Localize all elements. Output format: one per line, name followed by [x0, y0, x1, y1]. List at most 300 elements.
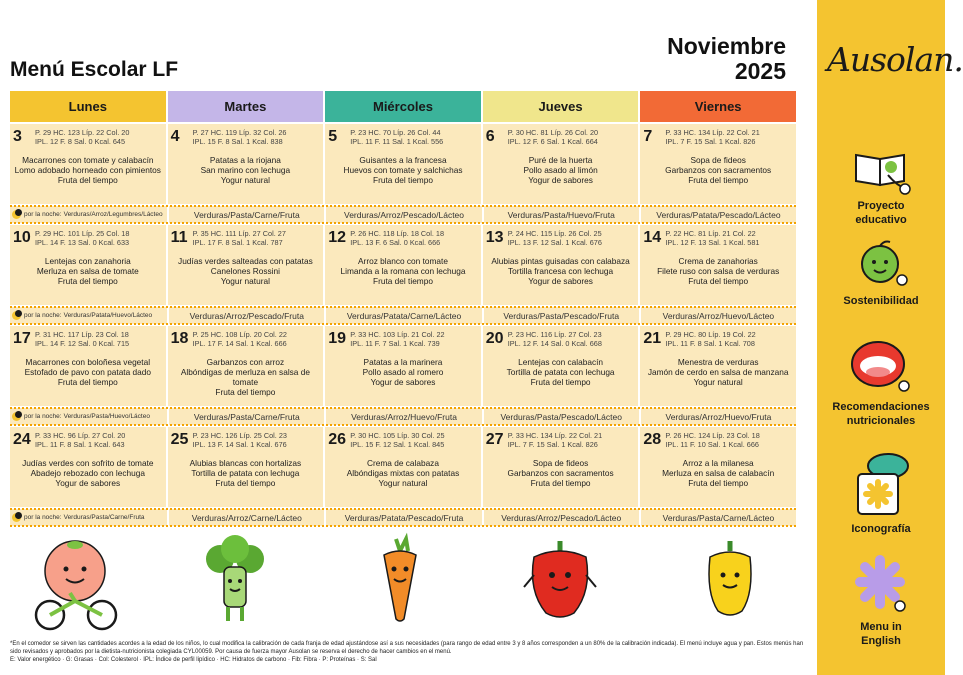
meal-item: Limanda a la romana con lechuga — [340, 266, 466, 276]
weeks-container — [10, 124, 796, 526]
night-prefix: por la noche: — [24, 211, 62, 218]
night-suggestion — [10, 509, 167, 526]
night-text: Verduras/Arroz/Huevo/Lácteo — [662, 310, 775, 321]
meal-item: Yogur de sabores — [528, 175, 593, 185]
night-prefix: por la noche: — [24, 312, 62, 319]
nutrition-line-2: IPL. 17 F. 14 Sal. 1 Kcal. 666 — [192, 339, 287, 348]
meal-item: Yogur de sabores — [370, 377, 436, 387]
nutrition-line-1: P. 23 HC. 126 Líp. 25 Col. 23 — [192, 431, 287, 440]
meal-list — [171, 256, 321, 286]
nutrition-info — [665, 128, 759, 146]
night-suggestion — [10, 307, 167, 324]
night-text: Verduras/Arroz/Huevo/Fruta — [665, 411, 772, 422]
day-row — [10, 326, 796, 406]
day-number: 28 — [643, 431, 662, 448]
night-row — [10, 206, 796, 223]
night-text: Verduras/Pasta/Carne/Lácteo — [662, 512, 775, 523]
broccoli-mascot-icon — [200, 535, 270, 625]
meal-item: Crema de zanahorias — [678, 256, 758, 266]
night-suggestion — [484, 408, 639, 425]
night-prefix: por la noche: — [24, 514, 62, 521]
week-block — [10, 225, 796, 324]
sidebar — [817, 0, 963, 675]
day-cell — [325, 427, 481, 507]
yellow-pepper-mascot-icon — [700, 535, 760, 625]
meal-item: Pollo asado al romero — [362, 367, 444, 377]
month-year — [600, 34, 786, 84]
night-suggestion — [641, 307, 796, 324]
nutrition-line-2: IPL. 7 F. 15 Sal. 1 Kcal. 826 — [665, 137, 756, 146]
header-tuesday: Martes — [168, 91, 324, 122]
meal-item: Macarrones con boloñesa vegetal — [25, 357, 151, 367]
day-cell — [325, 326, 481, 406]
nutrition-info — [508, 330, 602, 348]
dotted-divider — [10, 424, 796, 426]
nutrition-line-2: IPL. 11 F. 8 Sal. 1 Kcal. 708 — [665, 339, 755, 348]
meal-list — [13, 458, 163, 488]
night-text: Verduras/Patata/Pescado/Lácteo — [656, 209, 781, 220]
meal-list — [171, 357, 321, 397]
nutrition-line-1: P. 23 HC. 70 Líp. 26 Col. 44 — [350, 128, 441, 137]
day-number: 13 — [485, 229, 504, 246]
header-wednesday: Miércoles — [325, 91, 481, 122]
meal-item: Pollo asado al limón — [523, 165, 598, 175]
day-number: 20 — [485, 330, 504, 347]
day-header — [643, 431, 793, 455]
night-row — [10, 509, 796, 526]
meal-item: Macarrones con tomate y calabacín — [22, 155, 154, 165]
meal-item: Yogur natural — [220, 175, 270, 185]
meal-list — [643, 357, 793, 387]
nutrition-info — [35, 128, 129, 146]
sidebar-item-sostenibilidad[interactable] — [817, 238, 945, 308]
night-text: Verduras/Pasta/Huevo/Lácteo — [63, 413, 150, 420]
day-header — [328, 330, 478, 354]
nutrition-line-2: IPL. 11 F. 10 Sal. 1 Kcal. 666 — [665, 440, 759, 449]
meal-item: Fruta del tiempo — [57, 377, 118, 387]
meal-item: Patatas a la marinera — [363, 357, 443, 367]
moon-icon — [12, 210, 21, 219]
nutrition-info — [508, 229, 602, 247]
meal-item: Lomo adobado horneado con pimientos — [14, 165, 161, 175]
nutrition-line-2: IPL. 11 F. 11 Sal. 1 Kcal. 556 — [350, 137, 444, 146]
meal-list — [13, 256, 163, 286]
meal-list — [643, 155, 793, 185]
day-number: 11 — [170, 229, 188, 246]
nutrition-line-2: IPL. 15 F. 8 Sal. 1 Kcal. 838 — [192, 137, 283, 146]
nutrition-info — [350, 431, 444, 449]
nutrition-line-1: P. 29 HC. 123 Líp. 22 Col. 20 — [35, 128, 130, 137]
nutrition-line-1: P. 35 HC. 111 Líp. 27 Col. 27 — [192, 229, 286, 238]
nutrition-line-1: P. 33 HC. 134 Líp. 22 Col. 21 — [665, 128, 760, 137]
meal-item: Puré de la huerta — [528, 155, 593, 165]
nutrition-line-1: P. 33 HC. 103 Líp. 21 Col. 22 — [350, 330, 445, 339]
nutrition-info — [193, 128, 287, 146]
day-number: 27 — [485, 431, 504, 448]
meal-item: Yogur natural — [378, 478, 428, 488]
meal-item: Sopa de fideos — [690, 155, 746, 165]
book-icon — [850, 145, 912, 195]
moon-icon — [12, 311, 21, 320]
meal-list — [328, 458, 478, 488]
week-block — [10, 326, 796, 425]
day-header — [13, 330, 163, 354]
meal-item: Patatas a la riojana — [209, 155, 281, 165]
day-header — [171, 431, 321, 455]
meal-item: Estofado de pavo con patata dado — [24, 367, 151, 377]
nutrition-line-2: IPL. 12 F. 8 Sal. 0 Kcal. 645 — [35, 137, 126, 146]
night-row — [10, 307, 796, 324]
meal-list — [643, 458, 793, 488]
meal-list — [643, 256, 793, 286]
nutrition-line-2: IPL. 11 F. 8 Sal. 1 Kcal. 643 — [35, 440, 125, 449]
day-cell — [640, 427, 796, 507]
night-text: Verduras/Pasta/Carne/Fruta — [193, 209, 300, 220]
meal-item: Crema de calabaza — [367, 458, 439, 468]
day-header — [13, 229, 163, 253]
day-number: 26 — [328, 431, 346, 448]
meal-item: Tortilla francesa con lechuga — [508, 266, 614, 276]
sidebar-item-label: Iconografía — [851, 523, 911, 535]
apple-mascot-icon — [850, 238, 912, 290]
night-text: Verduras/Pasta/Carne/Fruta — [193, 411, 300, 422]
page-title: Menú Escolar LF — [10, 58, 179, 81]
meal-item: Fruta del tiempo — [373, 276, 433, 286]
dotted-divider — [10, 323, 796, 325]
day-row — [10, 427, 796, 507]
sidebar-item-label: Recomendaciones nutricionales — [832, 401, 930, 427]
nutrition-line-2: IPL. 17 F. 8 Sal. 1 Kcal. 787 — [192, 238, 283, 247]
nutrition-line-2: IPL. 13 F. 14 Sal. 1 Kcal. 676 — [192, 440, 287, 449]
meal-item: Judías verdes salteadas con patatas — [178, 256, 313, 266]
nutrition-info — [35, 431, 125, 449]
nutrition-line-2: IPL. 14 F. 13 Sal. 0 Kcal. 633 — [35, 238, 130, 247]
meal-item: Fruta del tiempo — [215, 387, 276, 397]
night-suggestion — [641, 509, 796, 526]
day-header — [643, 229, 793, 253]
night-text: Verduras/Arroz/Legumbres/Lácteo — [63, 211, 163, 218]
dotted-divider — [10, 205, 796, 207]
nutrition-info — [35, 330, 129, 348]
mouth-icon — [848, 330, 914, 396]
nutrition-line-1: P. 24 HC. 115 Líp. 26 Col. 25 — [507, 229, 602, 238]
day-cell — [325, 225, 481, 305]
nutrition-info — [350, 330, 444, 348]
nutrition-line-1: P. 26 HC. 124 Líp. 23 Col. 18 — [665, 431, 760, 440]
meal-item: San marino con lechuga — [200, 165, 291, 175]
nutrition-line-1: P. 29 HC. 101 Líp. 25 Col. 18 — [35, 229, 130, 238]
meal-item: Fruta del tiempo — [373, 175, 433, 185]
meal-item: Arroz a la milanesa — [682, 458, 754, 468]
nutrition-line-2: IPL. 13 F. 6 Sal. 0 Kcal. 666 — [350, 238, 441, 247]
dotted-divider — [10, 222, 796, 224]
meal-item: Lentejas con calabacín — [518, 357, 604, 367]
meal-item: Garbanzos con sacramentos — [507, 468, 614, 478]
nutrition-line-2: IPL. 13 F. 12 Sal. 1 Kcal. 676 — [507, 238, 602, 247]
meal-item: Alubias blancas con hortalizas — [189, 458, 302, 468]
day-number: 3 — [13, 128, 22, 145]
day-cell — [10, 225, 166, 305]
header-monday: Lunes — [10, 91, 166, 122]
meal-item: Sopa de fideos — [532, 458, 589, 468]
meal-item: Fruta del tiempo — [530, 478, 591, 488]
night-suggestion — [326, 206, 481, 223]
meal-item: Alubias pintas guisadas con calabaza — [491, 256, 630, 266]
night-text: Verduras/Arroz/Pescado/Fruta — [189, 310, 304, 321]
day-number: 6 — [485, 128, 495, 145]
footnote-legend: E: Valor energético · G: Grasas · Col: Colesterol · IPL: Índice de perfil lipídico · HC: Hidratos de carbono · Fib: Fibra · P: Proteínas · S: Sal — [10, 657, 377, 663]
day-number: 7 — [643, 128, 653, 145]
night-suggestion — [169, 509, 324, 526]
day-number: 21 — [643, 330, 662, 347]
meal-item: Yogur de sabores — [528, 276, 593, 286]
nutrition-info — [350, 229, 444, 247]
mascots-row — [10, 535, 796, 635]
meal-list — [486, 458, 636, 488]
meal-item: Judías verdes con sofrito de tomate — [22, 458, 154, 468]
nutrition-info — [508, 431, 602, 449]
carrot-mascot-icon — [370, 535, 430, 625]
iconography-icon — [848, 450, 914, 518]
nutrition-line-1: P. 30 HC. 105 Líp. 30 Col. 25 — [350, 431, 445, 440]
day-cell — [10, 427, 166, 507]
day-cell — [168, 225, 324, 305]
meal-list — [171, 458, 321, 488]
day-header — [486, 330, 636, 354]
month-label: Noviembre — [667, 33, 786, 59]
nutrition-line-2: IPL. 12 F. 14 Sal. 0 Kcal. 668 — [507, 339, 602, 348]
day-cell — [640, 225, 796, 305]
night-text: Verduras/Arroz/Pescado/Lácteo — [501, 512, 622, 523]
meal-item: Fruta del tiempo — [57, 175, 118, 185]
meal-list — [328, 256, 478, 286]
day-number: 19 — [328, 330, 346, 347]
night-text: Verduras/Pasta/Pescado/Lácteo — [500, 411, 622, 422]
night-suggestion — [169, 307, 324, 324]
day-header — [171, 229, 321, 253]
nutrition-line-1: P. 25 HC. 108 Líp. 20 Col. 22 — [192, 330, 287, 339]
night-suggestion — [484, 509, 639, 526]
nutrition-line-1: P. 33 HC. 134 Líp. 22 Col. 21 — [507, 431, 603, 440]
weekday-header — [10, 91, 796, 122]
meal-item: Fruta del tiempo — [57, 276, 118, 286]
day-cell — [10, 326, 166, 406]
meal-item: Canelones Rossini — [210, 266, 280, 276]
footnote-disclaimer: *En el comedor se sirven las cantidades acordes a la edad de los niños, lo cual modifica la calibración de cada franja de edad ajustándose así a sus necesidades (para rango de edad entre 3 y 8 años corresponden a un 80% de la calibración indicada). El menú incluye agua y pan. Estos menús han sido revisados y aprobados por la dietista-nutricionista colegiada CYL00059. Por causa de fuerza mayor Ausolan se reserva el derecho de hacer cambios en el menú. — [10, 641, 804, 655]
night-suggestion — [169, 408, 324, 425]
night-text: Verduras/Arroz/Pescado/Lácteo — [344, 209, 465, 220]
nutrition-info — [665, 229, 759, 247]
meal-item: Fruta del tiempo — [688, 175, 749, 185]
sidebar-item-iconografia[interactable] — [817, 450, 945, 536]
moon-icon — [12, 513, 21, 522]
nutrition-info — [35, 229, 129, 247]
day-number: 24 — [13, 431, 31, 448]
meal-list — [486, 155, 636, 185]
day-cell — [483, 124, 639, 204]
day-number: 10 — [13, 229, 31, 246]
meal-item: Lentejas con zanahoria — [44, 256, 131, 266]
day-cell — [10, 124, 166, 204]
red-pepper-mascot-icon — [520, 535, 600, 625]
sidebar-item-label: Proyecto educativo — [855, 200, 907, 226]
nutrition-line-2: IPL. 12 F. 6 Sal. 1 Kcal. 664 — [507, 137, 598, 146]
nutrition-line-2: IPL. 14 F. 12 Sal. 0 Kcal. 715 — [35, 339, 130, 348]
english-menu-icon — [850, 552, 912, 616]
night-text: Verduras/Pasta/Huevo/Fruta — [507, 209, 615, 220]
day-header — [328, 128, 478, 152]
year-label: 2025 — [734, 58, 786, 84]
dotted-divider — [10, 407, 796, 409]
day-header — [171, 128, 321, 152]
header-friday: Viernes — [640, 91, 796, 122]
meal-list — [328, 357, 478, 387]
day-cell — [483, 326, 639, 406]
meal-item: Filete ruso con salsa de verduras — [657, 266, 780, 276]
night-suggestion — [10, 206, 167, 223]
day-header — [643, 128, 793, 152]
day-row — [10, 225, 796, 305]
night-row — [10, 408, 796, 425]
meal-list — [486, 256, 636, 286]
meal-item: Garbanzos con arroz — [206, 357, 285, 367]
day-cell — [168, 326, 324, 406]
night-text: Verduras/Patata/Pescado/Fruta — [344, 512, 464, 523]
day-header — [328, 431, 478, 455]
meal-list — [328, 155, 478, 185]
day-number: 18 — [170, 330, 189, 347]
meal-item: Merluza en salsa de calabacín — [662, 468, 775, 478]
day-cell — [325, 124, 481, 204]
moon-icon — [12, 412, 21, 421]
day-number: 14 — [643, 229, 662, 246]
day-header — [486, 128, 636, 152]
meal-item: Yogur de sabores — [55, 478, 121, 488]
sidebar-item-menu-english[interactable] — [817, 552, 945, 648]
night-suggestion — [10, 408, 167, 425]
meal-item: Arroz blanco con tomate — [358, 256, 448, 266]
nutrition-info — [350, 128, 443, 146]
peach-mascot-icon — [30, 535, 120, 633]
meal-list — [13, 155, 163, 185]
day-number: 17 — [13, 330, 31, 347]
nutrition-line-1: P. 26 HC. 118 Líp. 18 Col. 18 — [350, 229, 445, 238]
meal-item: Tortilla de patata con lechuga — [191, 468, 300, 478]
nutrition-info — [193, 431, 287, 449]
nutrition-info — [665, 330, 755, 348]
nutrition-line-2: IPL. 11 F. 7 Sal. 1 Kcal. 739 — [350, 339, 440, 348]
day-number: 12 — [328, 229, 346, 246]
meal-item: Fruta del tiempo — [530, 377, 591, 387]
nutrition-line-1: P. 23 HC. 116 Líp. 27 Col. 23 — [507, 330, 602, 339]
day-header — [643, 330, 793, 354]
day-header — [13, 128, 163, 152]
nutrition-info — [193, 330, 287, 348]
dotted-divider — [10, 525, 796, 527]
night-text: Verduras/Arroz/Carne/Lácteo — [191, 512, 302, 523]
dotted-divider — [10, 508, 796, 510]
night-text: Verduras/Patata/Huevo/Lácteo — [63, 312, 153, 319]
menu-grid — [10, 91, 796, 526]
day-number: 4 — [170, 128, 180, 145]
nutrition-line-1: P. 31 HC. 117 Líp. 23 Col. 18 — [35, 330, 129, 339]
day-cell — [640, 124, 796, 204]
night-text: Verduras/Pasta/Pescado/Fruta — [503, 310, 620, 321]
nutrition-line-2: IPL. 12 F. 13 Sal. 1 Kcal. 581 — [665, 238, 760, 247]
day-header — [486, 431, 636, 455]
meal-item: Jamón de cerdo en salsa de manzana — [647, 367, 789, 377]
nutrition-line-1: P. 22 HC. 81 Líp. 21 Col. 22 — [665, 229, 756, 238]
meal-item: Merluza en salsa de tomate — [36, 266, 139, 276]
sidebar-item-recomendaciones[interactable] — [817, 330, 945, 428]
nutrition-line-2: IPL. 7 F. 15 Sal. 1 Kcal. 826 — [507, 440, 598, 449]
sidebar-item-proyecto-educativo[interactable] — [817, 145, 945, 227]
meal-list — [486, 357, 636, 387]
nutrition-line-1: P. 29 HC. 80 Líp. 19 Col. 22 — [665, 330, 756, 339]
nutrition-info — [193, 229, 286, 247]
meal-item: Fruta del tiempo — [215, 478, 276, 488]
meal-item: Yogur natural — [693, 377, 743, 387]
day-header — [486, 229, 636, 253]
night-suggestion — [641, 408, 796, 425]
nutrition-info — [508, 128, 598, 146]
day-number: 25 — [170, 431, 189, 448]
week-block — [10, 124, 796, 223]
night-suggestion — [484, 307, 639, 324]
night-suggestion — [484, 206, 639, 223]
meal-item: Yogur natural — [220, 276, 270, 286]
meal-item: Albóndigas de merluza en salsa de tomate — [180, 367, 310, 387]
meal-item: Fruta del tiempo — [688, 478, 749, 488]
meal-item: Albóndigas mixtas con patatas — [346, 468, 460, 478]
night-text: Verduras/Patata/Carne/Lácteo — [346, 310, 462, 321]
night-suggestion — [326, 307, 481, 324]
dotted-divider — [10, 306, 796, 308]
meal-item: Abadejo rebozado con lechuga — [30, 468, 145, 478]
footnote — [10, 640, 805, 664]
day-cell — [483, 427, 639, 507]
night-suggestion — [326, 509, 481, 526]
meal-item: Garbanzos con sacramentos — [665, 165, 772, 175]
sidebar-item-label: Sostenibilidad — [843, 295, 919, 307]
meal-list — [13, 357, 163, 387]
nutrition-line-1: P. 27 HC. 119 Líp. 32 Col. 26 — [192, 128, 287, 137]
day-cell — [483, 225, 639, 305]
brand-logo: Ausolan. — [827, 40, 963, 79]
night-text: Verduras/Pasta/Carne/Fruta — [63, 514, 145, 521]
day-cell — [168, 124, 324, 204]
meal-item: Fruta del tiempo — [688, 276, 749, 286]
meal-list — [171, 155, 321, 185]
night-prefix: por la noche: — [24, 413, 62, 420]
week-block — [10, 427, 796, 526]
day-header — [13, 431, 163, 455]
day-header — [171, 330, 321, 354]
night-text: Verduras/Arroz/Huevo/Fruta — [351, 411, 457, 422]
meal-item: Menestra de verduras — [677, 357, 759, 367]
night-suggestion — [326, 408, 481, 425]
meal-item: Tortilla de patata con lechuga — [506, 367, 615, 377]
header-thursday: Jueves — [483, 91, 639, 122]
nutrition-line-1: P. 30 HC. 81 Líp. 26 Col. 20 — [507, 128, 599, 137]
day-number: 5 — [328, 128, 338, 145]
nutrition-line-2: IPL. 15 F. 12 Sal. 1 Kcal. 845 — [350, 440, 445, 449]
night-suggestion — [641, 206, 796, 223]
nutrition-info — [665, 431, 759, 449]
sidebar-item-label: Menu in English — [860, 621, 902, 647]
day-header — [328, 229, 478, 253]
day-cell — [168, 427, 324, 507]
